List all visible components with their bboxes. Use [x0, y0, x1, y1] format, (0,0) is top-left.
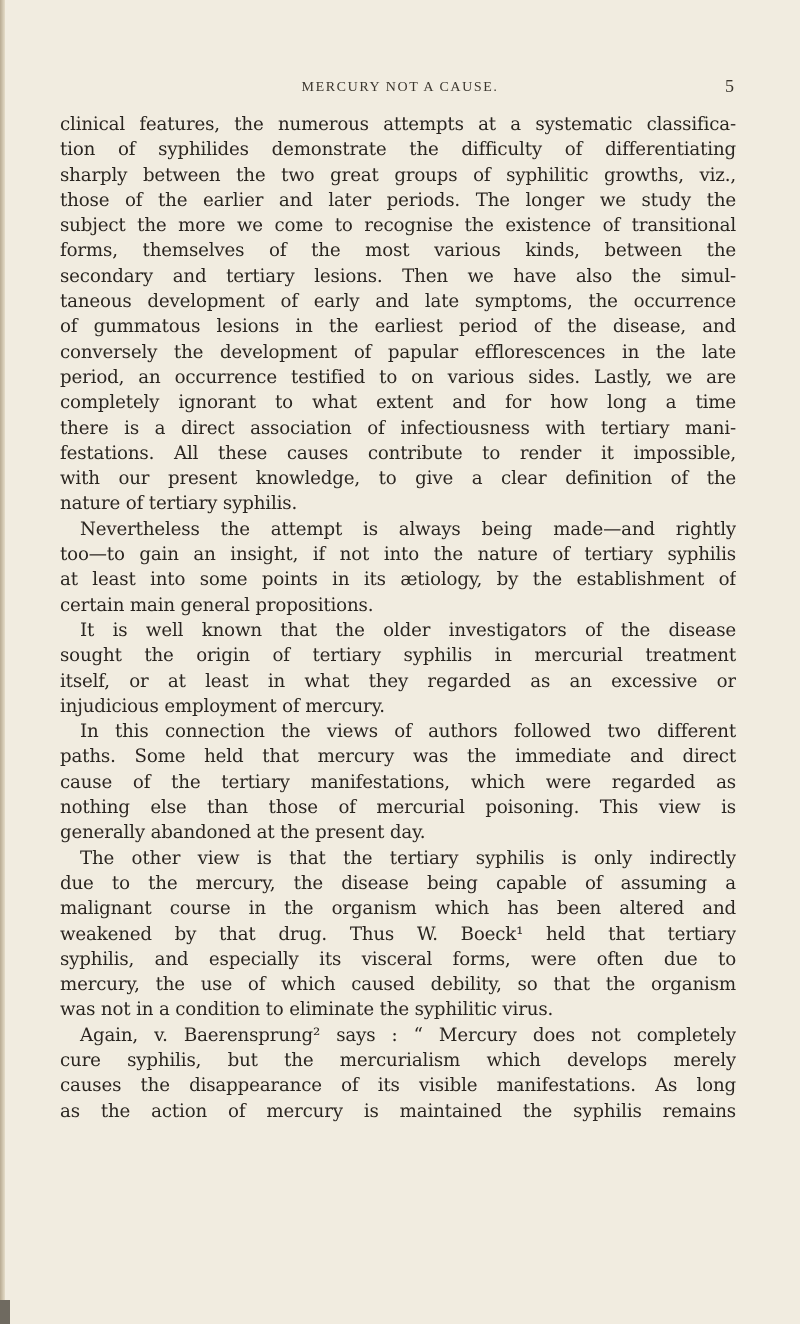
text-line: subject the more we come to recognise the existence of transitional — [60, 215, 736, 237]
page-corner-shadow — [0, 1300, 10, 1324]
text-line: festations. All these causes contribute to render it impossible, — [60, 442, 736, 464]
text-line: taneous development of early and late symptoms, the occurrence — [60, 291, 736, 313]
page-binding-edge — [0, 0, 5, 1324]
text-line: syphilis, and especially its visceral forms, were often due to — [60, 948, 736, 970]
text-line: clinical features, the numerous attempts at a systematic classifica- — [60, 114, 736, 135]
text-line: generally abandoned at the present day. — [60, 822, 426, 844]
text-line: nature of tertiary syphilis. — [60, 493, 298, 515]
text-line: tion of syphilides demonstrate the difficulty of differentiating — [60, 139, 736, 161]
body-text — [60, 112, 736, 1124]
text-line: at least into some points in its ætiology, by the establishment of — [60, 569, 736, 591]
text-line: mercury, the use of which caused debility, so that the organism — [60, 974, 736, 996]
text-line: itself, or at least in what they regarded as an excessive or — [60, 670, 736, 692]
text-line: nothing else than those of mercurial poisoning. This view is — [60, 797, 736, 819]
running-title: MERCURY NOT A CAUSE. — [301, 80, 499, 95]
text-line: weakened by that drug. Thus W. Boeck¹ held that tertiary — [60, 923, 736, 945]
text-line: certain main general propositions. — [60, 594, 374, 616]
text-line: It is well known that the older investigators of the disease — [80, 619, 736, 641]
text-line: of gummatous lesions in the earliest period of the disease, and — [60, 316, 736, 338]
text-line: cause of the tertiary manifestations, which were regarded as — [60, 771, 736, 793]
text-line: paths. Some held that mercury was the immediate and direct — [60, 746, 736, 768]
text-line: conversely the development of papular efflorescences in the late — [60, 341, 736, 363]
text-line: Nevertheless the attempt is always being made—and rightly — [80, 518, 736, 540]
text-line: malignant course in the organism which has been altered and — [60, 898, 736, 920]
text-line: In this connection the views of authors followed two different — [80, 721, 736, 743]
text-line: forms, themselves of the most various kinds, between the — [60, 240, 736, 262]
text-line: was not in a condition to eliminate the syphilitic virus. — [60, 999, 554, 1021]
text-line: sought the origin of tertiary syphilis in mercurial treatment — [60, 645, 736, 667]
text-line: Again, v. Baerensprung² says : “ Mercury does not completely — [80, 1024, 736, 1046]
running-header — [60, 76, 740, 104]
text-line: secondary and tertiary lesions. Then we have also the simul- — [60, 265, 736, 287]
text-line: due to the mercury, the disease being capable of assuming a — [60, 872, 736, 894]
text-line: period, an occurrence testified to on various sides. Lastly, we are — [60, 366, 736, 388]
text-line: with our present knowledge, to give a clear definition of the — [60, 468, 736, 490]
page-number: 5 — [725, 76, 734, 96]
text-line: injudicious employment of mercury. — [60, 695, 385, 717]
text-line: those of the earlier and later periods. The longer we study the — [60, 189, 736, 211]
text-line: there is a direct association of infectiousness with tertiary mani- — [60, 417, 736, 439]
text-line: sharply between the two great groups of syphilitic growths, viz., — [60, 164, 736, 186]
text-line: The other view is that the tertiary syphilis is only indirectly — [80, 847, 736, 869]
text-line: causes the disappearance of its visible manifestations. As long — [60, 1075, 736, 1097]
text-line: cure syphilis, but the mercurialism which develops merely — [60, 1049, 736, 1071]
text-line: too—to gain an insight, if not into the nature of tertiary syphilis — [60, 544, 736, 566]
text-line: completely ignorant to what extent and for how long a time — [60, 392, 736, 414]
text-line: as the action of mercury is maintained the syphilis remains — [60, 1100, 736, 1122]
